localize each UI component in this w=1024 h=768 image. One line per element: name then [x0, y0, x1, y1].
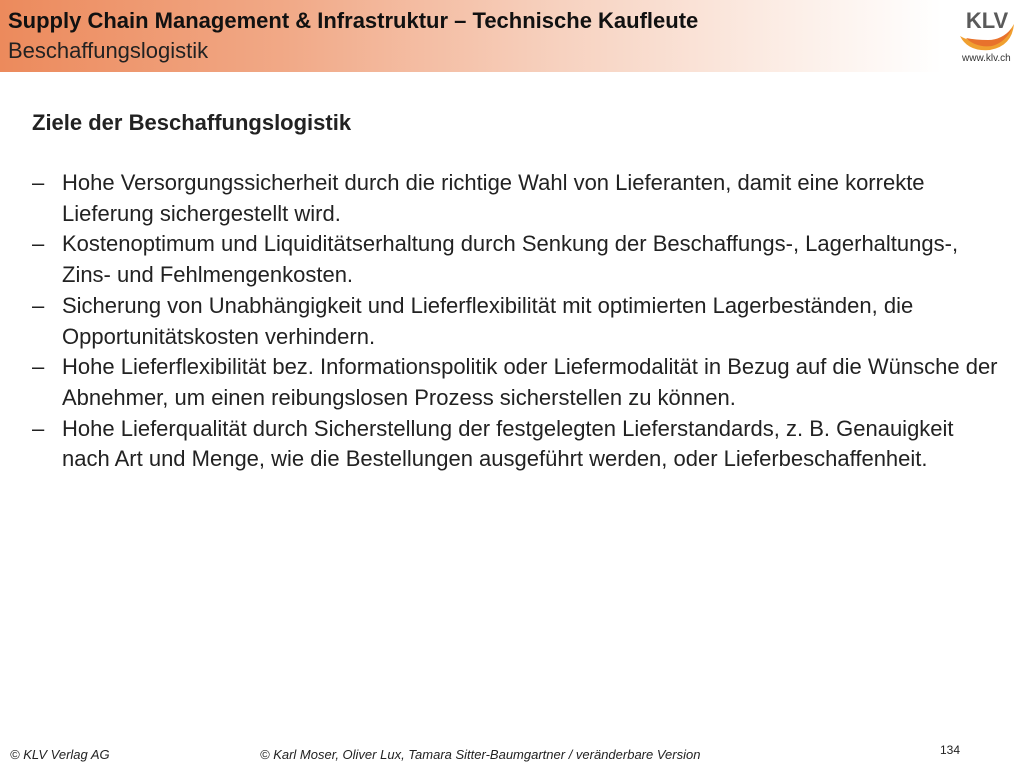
objectives-list: [32, 168, 1007, 475]
page-number: 134: [940, 743, 961, 757]
list-item-text: Sicherung von Unabhängigkeit und Lieferflexibilität mit optimierten Lagerbeständen, die Opportunitätskosten verhindern.: [62, 292, 914, 349]
slide-subtitle: Beschaffungslogistik: [8, 38, 209, 63]
logo-text: KLV: [965, 8, 1009, 33]
section-heading: Ziele der Beschaffungslogistik: [32, 110, 352, 135]
footer-publisher: © KLV Verlag AG: [10, 747, 110, 762]
slide-title: Supply Chain Management & Infrastruktur – Technische Kaufleute: [8, 8, 699, 33]
dash-marker: –: [32, 231, 45, 257]
list-item: [32, 229, 1007, 290]
list-item-text: Kostenoptimum und Liquiditätserhaltung durch Senkung der Beschaffungs-, Lagerhaltungs-, Zins- und Fehlmengenkosten.: [62, 231, 959, 288]
list-item-text: Hohe Lieferflexibilität bez. Informationspolitik oder Liefermodalität in Bezug auf die Wünsche der Abnehmer, um einen reibungslosen Prozess sicherstellen zu können.: [62, 354, 998, 410]
list-item: [32, 168, 1007, 229]
dash-marker: –: [32, 170, 45, 195]
list-item: [32, 414, 1007, 475]
list-item: [32, 352, 1007, 413]
list-item-text: Hohe Lieferqualität durch Sicherstellung der festgelegten Lieferstandards, z. B. Genauigkeit nach Art und Menge, wie die Bestellungen ausgeführt werden, oder Lieferbeschaffenheit.: [62, 415, 954, 472]
dash-marker: –: [32, 354, 45, 380]
dash-marker: –: [32, 292, 45, 318]
logo-url: www.klv.ch: [962, 53, 1011, 64]
klv-logo-icon: [956, 2, 1018, 54]
footer-authors: © Karl Moser, Oliver Lux, Tamara Sitter-Baumgartner / veränderbare Version: [260, 747, 701, 762]
list-item: [32, 291, 1007, 352]
dash-marker: –: [32, 415, 45, 441]
list-item-text: Hohe Versorgungssicherheit durch die richtige Wahl von Lieferanten, damit eine korrekte Lieferung sichergestellt wird.: [62, 170, 925, 226]
slide-header: [0, 0, 1024, 72]
